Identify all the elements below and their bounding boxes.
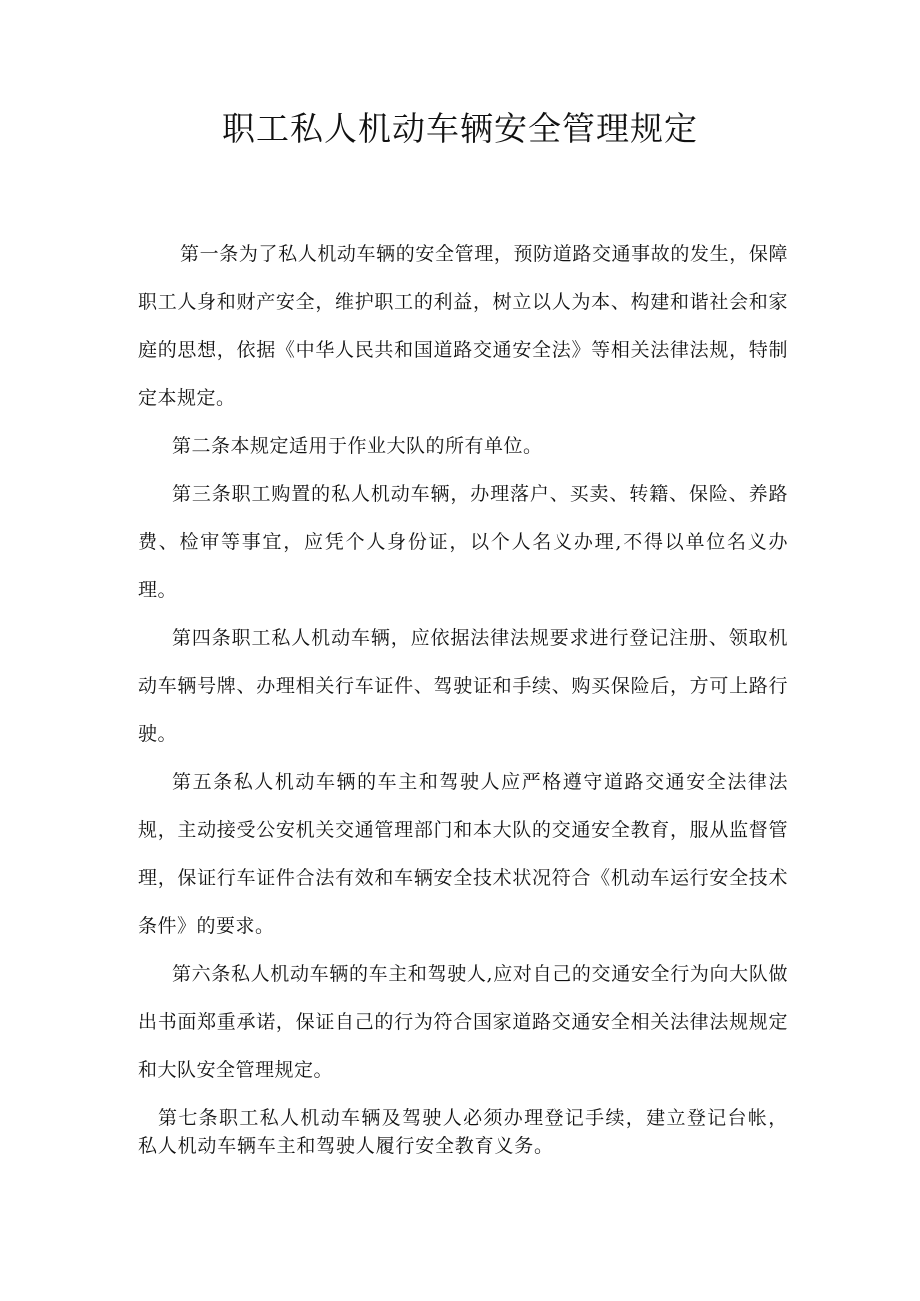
- article-6: 第六条私人机动车辆的车主和驾驶人,应对自己的交通安全行为向大队做出书面郑重承诺，保证自己的行为符合国家道路交通安全相关法律法规规定和大队安全管理规定。: [138, 963, 788, 1081]
- article-3: 第三条职工购置的私人机动车辆，办理落户、买卖、转籍、保险、养路费、检审等事宜，应凭个人身份证，以个人名义办理,不得以单位名义办理。: [138, 483, 788, 601]
- article-7: 第七条职工私人机动车辆及驾驶人必须办理登记手续，建立登记台帐，私人机动车辆车主和驾驶人履行安全教育义务。: [138, 1107, 788, 1157]
- document-title: 职工私人机动车辆安全管理规定: [222, 109, 698, 148]
- article-4: 第四条职工私人机动车辆，应依据法律法规要求进行登记注册、领取机动车辆号牌、办理相关行车证件、驾驶证和手续、购买保险后，方可上路行驶。: [138, 627, 788, 745]
- article-1: 第一条为了私人机动车辆的安全管理，预防道路交通事故的发生，保障职工人身和财产安全，维护职工的利益，树立以人为本、构建和谐社会和家庭的思想，依据《中华人民共和国道路交通安全法》等相关法律法规，特制定本规定。: [138, 243, 788, 409]
- article-2: 第二条本规定适用于作业大队的所有单位。: [172, 435, 543, 457]
- document-body: [138, 230, 788, 1160]
- article-5: 第五条私人机动车辆的车主和驾驶人应严格遵守道路交通安全法律法规，主动接受公安机关交通管理部门和本大队的交通安全教育，服从监督管理，保证行车证件合法有效和车辆安全技术状况符合《机动车运行安全技术条件》的要求。: [138, 771, 788, 937]
